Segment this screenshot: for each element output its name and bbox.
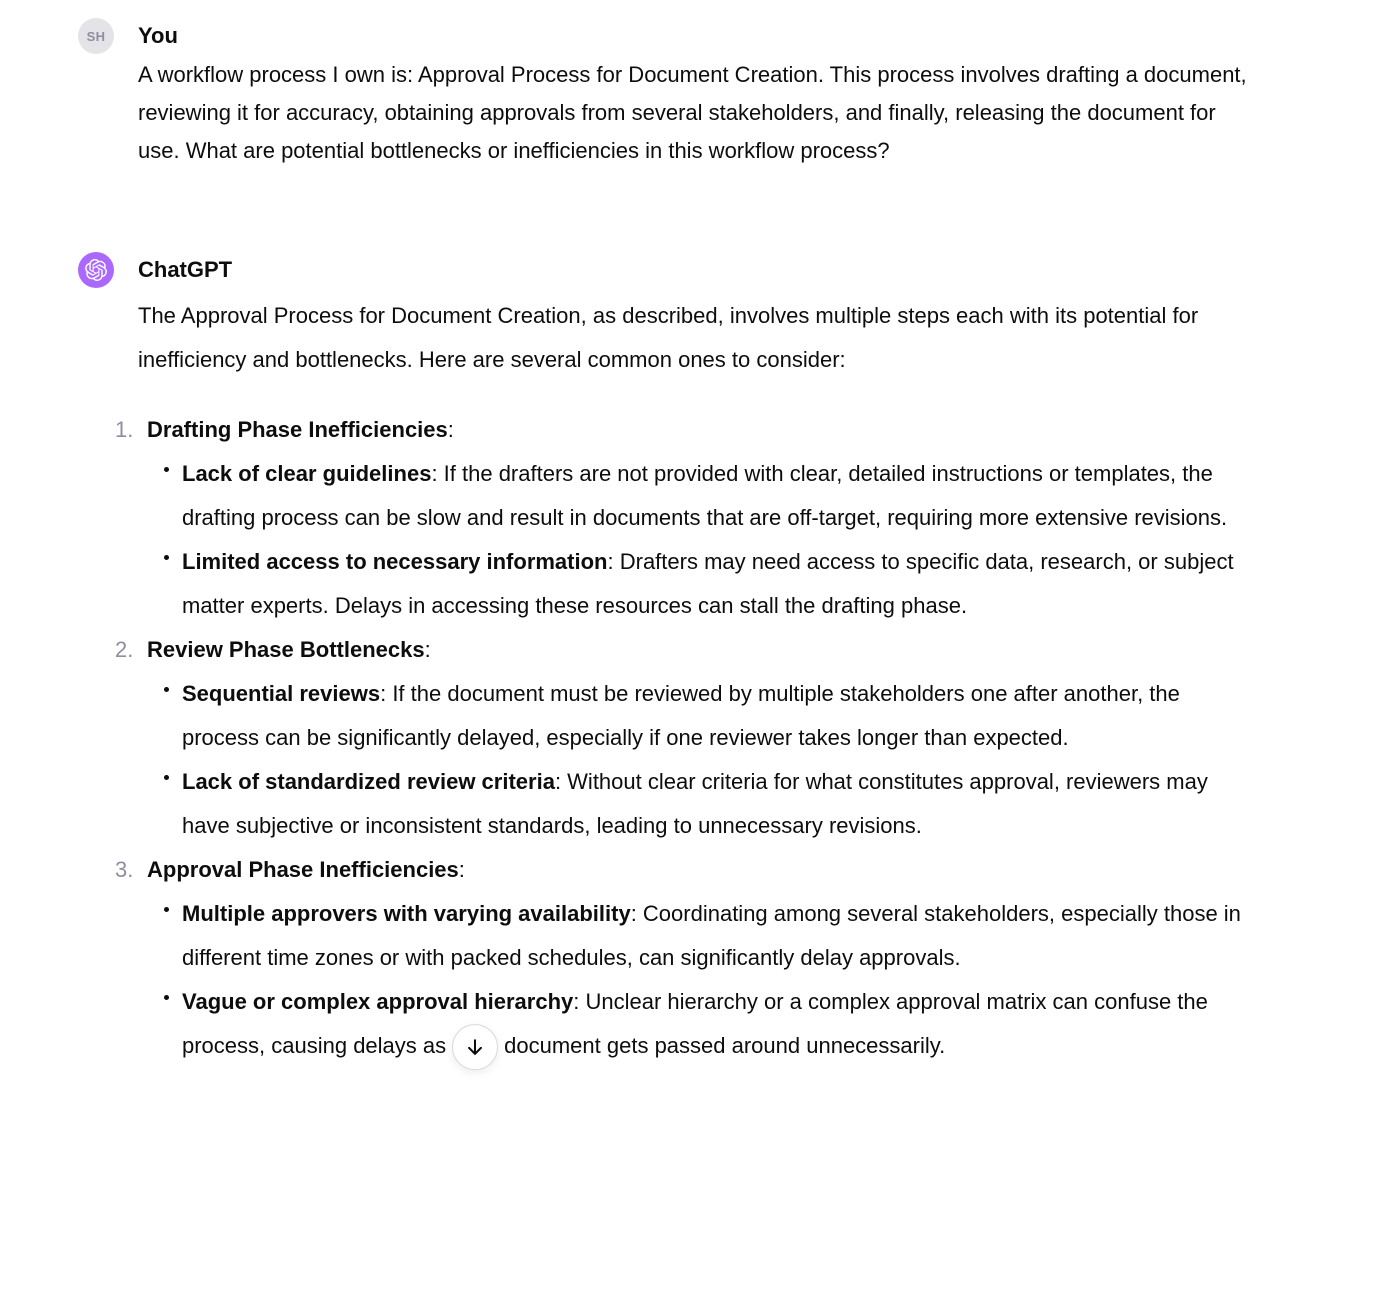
list-item-title: Drafting Phase Inefficiencies: [147, 417, 448, 442]
bullet-item: [163, 760, 1250, 848]
bullet-text: : If the drafters are not provided with clear, detailed instructions or templates, the drafting process can be slow and result in documents that are off-target, requiring more extensive revisions.: [182, 461, 1228, 530]
user-avatar: [78, 18, 114, 54]
bullet-lead: Multiple approvers with varying availability: [182, 901, 631, 926]
bullet-text: : Unclear hierarchy or a complex approval matrix can confuse the process, causing delays as: [182, 989, 1208, 1058]
arrow-down-icon: [464, 1036, 486, 1058]
chat-thread: [78, 18, 1250, 1068]
list-item-title-suffix: :: [458, 857, 465, 882]
bullet-lead: Sequential reviews: [182, 681, 381, 706]
assistant-message-body: [115, 252, 1250, 1068]
list-item-number: 1.: [115, 417, 134, 442]
openai-logo-icon: [85, 259, 107, 281]
list-item-title: Review Phase Bottlenecks: [147, 637, 425, 662]
bullet-item: [163, 452, 1250, 540]
user-message: [78, 18, 1250, 170]
bullet-list: [163, 672, 1250, 848]
list-item-number: 3.: [115, 857, 134, 882]
bullet-text: : If the document must be reviewed by multiple stakeholders one after another, the process can be significantly delayed, especially if one reviewer takes longer than expected.: [182, 681, 1180, 750]
bullet-text-after: document gets passed around unnecessarily.: [504, 1033, 946, 1058]
bullet-lead: Limited access to necessary information: [182, 549, 608, 574]
list-item-title-suffix: :: [424, 637, 431, 662]
list-item: [115, 408, 1250, 628]
scroll-to-bottom-button[interactable]: [452, 1024, 498, 1070]
bullet-item: [163, 540, 1250, 628]
user-message-body: [138, 18, 1250, 170]
list-item: [115, 628, 1250, 848]
bullet-item: [163, 980, 1250, 1068]
list-item-heading-row: [115, 628, 1250, 672]
list-item-heading-row: [115, 408, 1250, 452]
list-item-heading: [147, 628, 431, 672]
bullet-list: [163, 452, 1250, 628]
assistant-sender-name: ChatGPT: [138, 257, 233, 282]
bullet-text: : Drafters may need access to specific data, research, or subject matter experts. Delays in accessing these resources can stall the drafting phase.: [182, 549, 1234, 618]
list-item-heading: [147, 408, 454, 452]
bullet-text: : Without clear criteria for what constitutes approval, reviewers may have subjective or inconsistent standards, leading to unnecessary revisions.: [182, 769, 1208, 838]
list-item: [115, 848, 1250, 1068]
bullet-item: [163, 672, 1250, 760]
list-item-number: 2.: [115, 637, 134, 662]
bullet-item: [163, 892, 1250, 980]
user-message-text: A workflow process I own is: Approval Process for Document Creation. This process involves drafting a document, reviewing it for accuracy, obtaining approvals from several stakeholders, and finally, releasing the document for use. What are potential bottlenecks or inefficiencies in this workflow process?: [138, 62, 1247, 163]
bullet-lead: Lack of clear guidelines: [182, 461, 432, 486]
bullet-lead: Lack of standardized review criteria: [182, 769, 555, 794]
assistant-message: [78, 252, 1250, 1068]
list-item-heading-row: [115, 848, 1250, 892]
bullet-text: : Coordinating among several stakeholders, especially those in different time zones or with packed schedules, can significantly delay approvals.: [182, 901, 1241, 970]
assistant-intro-text: The Approval Process for Document Creation, as described, involves multiple steps each with its potential for inefficiency and bottlenecks. Here are several common ones to consider:: [138, 303, 1199, 372]
bullet-list: [163, 892, 1250, 1068]
scroll-button-anchor: [446, 1043, 504, 1055]
list-item-title-suffix: :: [447, 417, 454, 442]
list-item-heading: [147, 848, 465, 892]
chatgpt-avatar: [78, 252, 114, 288]
bullet-lead: Vague or complex approval hierarchy: [182, 989, 574, 1014]
user-sender-name: You: [138, 23, 178, 48]
user-avatar-initials: SH: [86, 28, 106, 44]
list-item-title: Approval Phase Inefficiencies: [147, 857, 459, 882]
assistant-numbered-list: [115, 408, 1250, 1068]
